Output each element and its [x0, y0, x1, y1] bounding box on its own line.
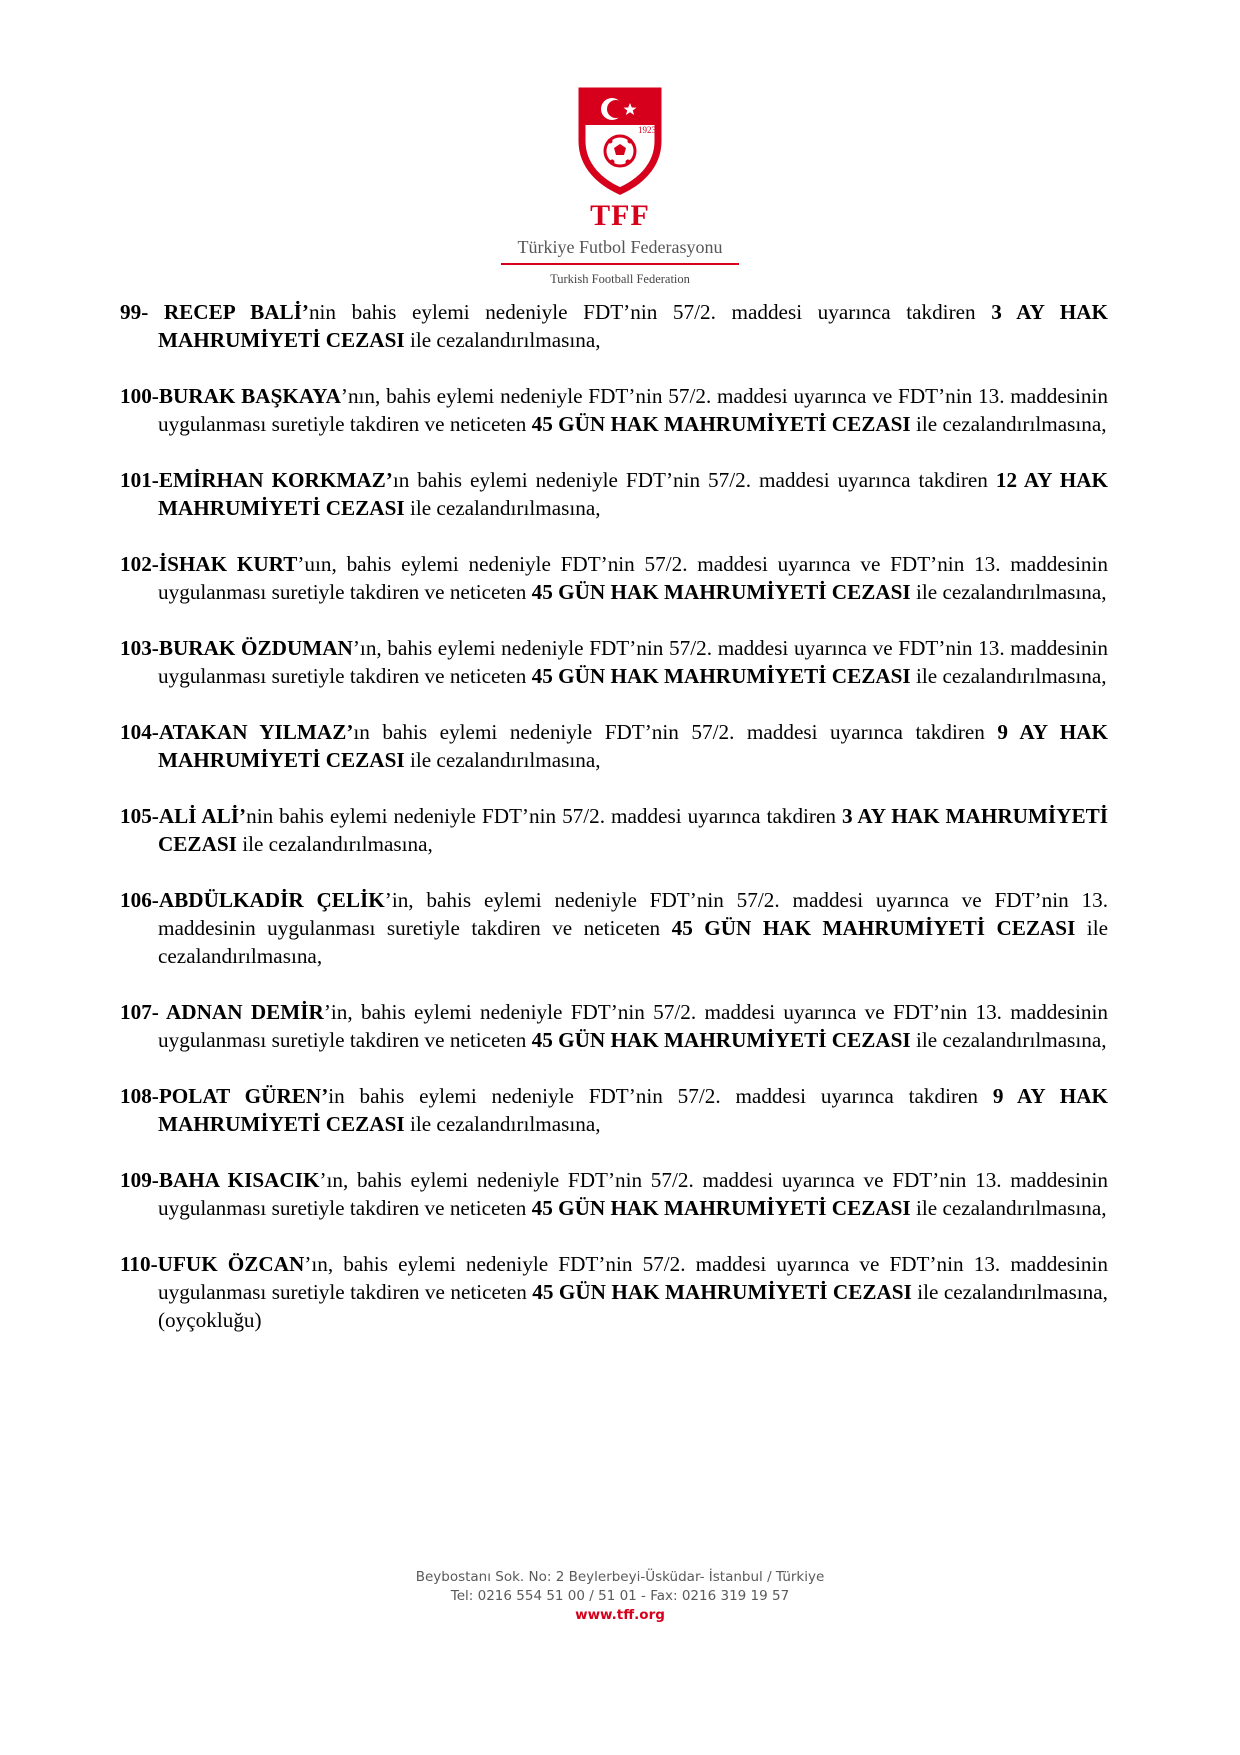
penalty: 45 GÜN HAK MAHRUMİYETİ CEZASI	[531, 412, 911, 436]
penalty: 12 AY HAK MAHRUMİYETİ CEZASI	[158, 468, 1108, 520]
item-text: ın bahis eylemi nedeniyle FDT’nin 57/2. maddesi uyarınca takdiren	[392, 468, 996, 492]
item-number: 108-	[120, 1084, 159, 1108]
penalty: 3 AY HAK MAHRUMİYETİ CEZASI	[158, 804, 1108, 856]
item-text: ’in, bahis eylemi nedeniyle FDT’nin 57/2. maddesi uyarınca ve FDT’nin 13. maddesinin uygulanması suretiyle takdiren ve neticeten	[158, 1000, 1108, 1052]
footer-phone-fax: Tel: 0216 554 51 00 / 51 01 - Fax: 0216 319 19 57	[450, 1588, 790, 1604]
item-text: nin bahis eylemi nedeniyle FDT’nin 57/2. maddesi uyarınca takdiren	[308, 300, 992, 324]
penalty: 45 GÜN HAK MAHRUMİYETİ CEZASI	[532, 1280, 912, 1304]
item-text-end: ile cezalandırılmasına,	[236, 832, 433, 856]
footer-address: Beybostanı Sok. No: 2 Beylerbeyi-Üsküdar- İstanbul / Türkiye	[415, 1569, 825, 1585]
person-name: ATAKAN YILMAZ’	[158, 720, 354, 744]
list-item	[120, 1166, 1108, 1222]
person-name: EMİRHAN KORKMAZ’	[158, 468, 393, 492]
item-number: 107-	[120, 1000, 166, 1024]
item-text: ’ın, bahis eylemi nedeniyle FDT’nin 57/2. maddesi uyarınca ve FDT’nin 13. maddesinin uygulanması suretiyle takdiren ve neticeten	[158, 636, 1108, 688]
person-name: RECEP BALİ’	[163, 300, 309, 324]
list-item	[120, 466, 1108, 522]
item-text-end: ile cezalandırılmasına,	[404, 748, 601, 772]
federation-name-tr: Türkiye Futbol Federasyonu	[517, 237, 723, 257]
page-footer	[0, 1568, 1240, 1625]
list-item	[120, 886, 1108, 970]
list-item	[120, 634, 1108, 690]
penalty: 9 AY HAK MAHRUMİYETİ CEZASI	[158, 1084, 1108, 1136]
list-item	[120, 998, 1108, 1054]
person-name: BAHA KISACIK	[158, 1168, 320, 1192]
penalty: 9 AY HAK MAHRUMİYETİ CEZASI	[158, 720, 1108, 772]
item-number: 99-	[120, 300, 164, 324]
item-text-end: ile cezalandırılmasına,	[910, 412, 1107, 436]
item-text-end: ile cezalandırılmasına,	[910, 664, 1107, 688]
person-name: İSHAK KURT	[158, 552, 298, 576]
penalty: 45 GÜN HAK MAHRUMİYETİ CEZASI	[531, 580, 911, 604]
person-name: ABDÜLKADİR ÇELİK	[158, 888, 385, 912]
penalty: 45 GÜN HAK MAHRUMİYETİ CEZASI	[531, 1196, 911, 1220]
item-number: 109-	[120, 1168, 159, 1192]
person-name: BURAK BAŞKAYA	[158, 384, 341, 408]
tff-emblem-logo	[572, 85, 668, 195]
item-text: ’nın, bahis eylemi nedeniyle FDT’nin 57/2. maddesi uyarınca ve FDT’nin 13. maddesinin uygulanması suretiyle takdiren ve neticeten	[158, 384, 1108, 436]
item-number: 102-	[120, 552, 159, 576]
penalty: 45 GÜN HAK MAHRUMİYETİ CEZASI	[531, 1028, 911, 1052]
item-text-end: ile cezalandırılmasına,	[404, 496, 601, 520]
list-item	[120, 298, 1108, 354]
item-text-end: ile cezalandırılmasına,	[910, 580, 1107, 604]
person-name: BURAK ÖZDUMAN	[158, 636, 353, 660]
item-text-end: ile cezalandırılmasına,	[910, 1028, 1107, 1052]
letterhead	[0, 85, 1240, 287]
emblem-year: 1923	[638, 125, 656, 135]
item-text: in bahis eylemi nedeniyle FDT’nin 57/2. maddesi uyarınca takdiren	[328, 1084, 993, 1108]
brand-divider	[501, 263, 739, 265]
item-number: 110-	[120, 1252, 158, 1276]
decision-list	[120, 298, 1108, 1362]
penalty: 3 AY HAK MAHRUMİYETİ CEZASI	[158, 300, 1108, 352]
person-name: POLAT GÜREN’	[158, 1084, 329, 1108]
list-item	[120, 1250, 1108, 1334]
list-item	[120, 382, 1108, 438]
list-item	[120, 1082, 1108, 1138]
brand-acronym: TFF	[590, 199, 650, 232]
footer-website-link[interactable]: www.tff.org	[575, 1607, 665, 1623]
item-text: nin bahis eylemi nedeniyle FDT’nin 57/2. maddesi uyarınca takdiren	[246, 804, 842, 828]
item-number: 106-	[120, 888, 159, 912]
item-text: ’in, bahis eylemi nedeniyle FDT’nin 57/2. maddesi uyarınca ve FDT’nin 13. maddesinin uygulanması suretiyle takdiren ve neticeten	[158, 888, 1108, 940]
item-text: ’ın, bahis eylemi nedeniyle FDT’nin 57/2. maddesi uyarınca ve FDT’nin 13. maddesinin uygulanması suretiyle takdiren ve neticeten	[158, 1168, 1108, 1220]
item-number: 100-	[120, 384, 159, 408]
person-name: UFUK ÖZCAN	[157, 1252, 305, 1276]
item-text-end: ile cezalandırılmasına,	[404, 328, 601, 352]
item-text: ’ın, bahis eylemi nedeniyle FDT’nin 57/2. maddesi uyarınca ve FDT’nin 13. maddesinin uygulanması suretiyle takdiren ve neticeten	[158, 1252, 1109, 1304]
item-text-end: ile cezalandırılmasına,	[404, 1112, 601, 1136]
list-item	[120, 802, 1108, 858]
penalty: 45 GÜN HAK MAHRUMİYETİ CEZASI	[531, 664, 911, 688]
item-number: 103-	[120, 636, 159, 660]
person-name: ADNAN DEMİR	[166, 1000, 324, 1024]
item-number: 104-	[120, 720, 159, 744]
item-text-end: ile cezalandırılmasına,	[910, 1196, 1107, 1220]
federation-name-en: Turkish Football Federation	[550, 272, 690, 286]
item-text: ın bahis eylemi nedeniyle FDT’nin 57/2. maddesi uyarınca takdiren	[353, 720, 998, 744]
item-number: 105-	[120, 804, 159, 828]
item-text: ’uın, bahis eylemi nedeniyle FDT’nin 57/2. maddesi uyarınca ve FDT’nin 13. maddesinin uygulanması suretiyle takdiren ve neticeten	[158, 552, 1108, 604]
person-name: ALİ ALİ’	[158, 804, 247, 828]
penalty: 45 GÜN HAK MAHRUMİYETİ CEZASI	[671, 916, 1076, 940]
item-text-end: ile cezalandırılmasına,	[158, 916, 1108, 968]
item-text-end: ile cezalandırılmasına, (oyçokluğu)	[158, 1280, 1108, 1332]
item-number: 101-	[120, 468, 159, 492]
list-item	[120, 718, 1108, 774]
list-item	[120, 550, 1108, 606]
